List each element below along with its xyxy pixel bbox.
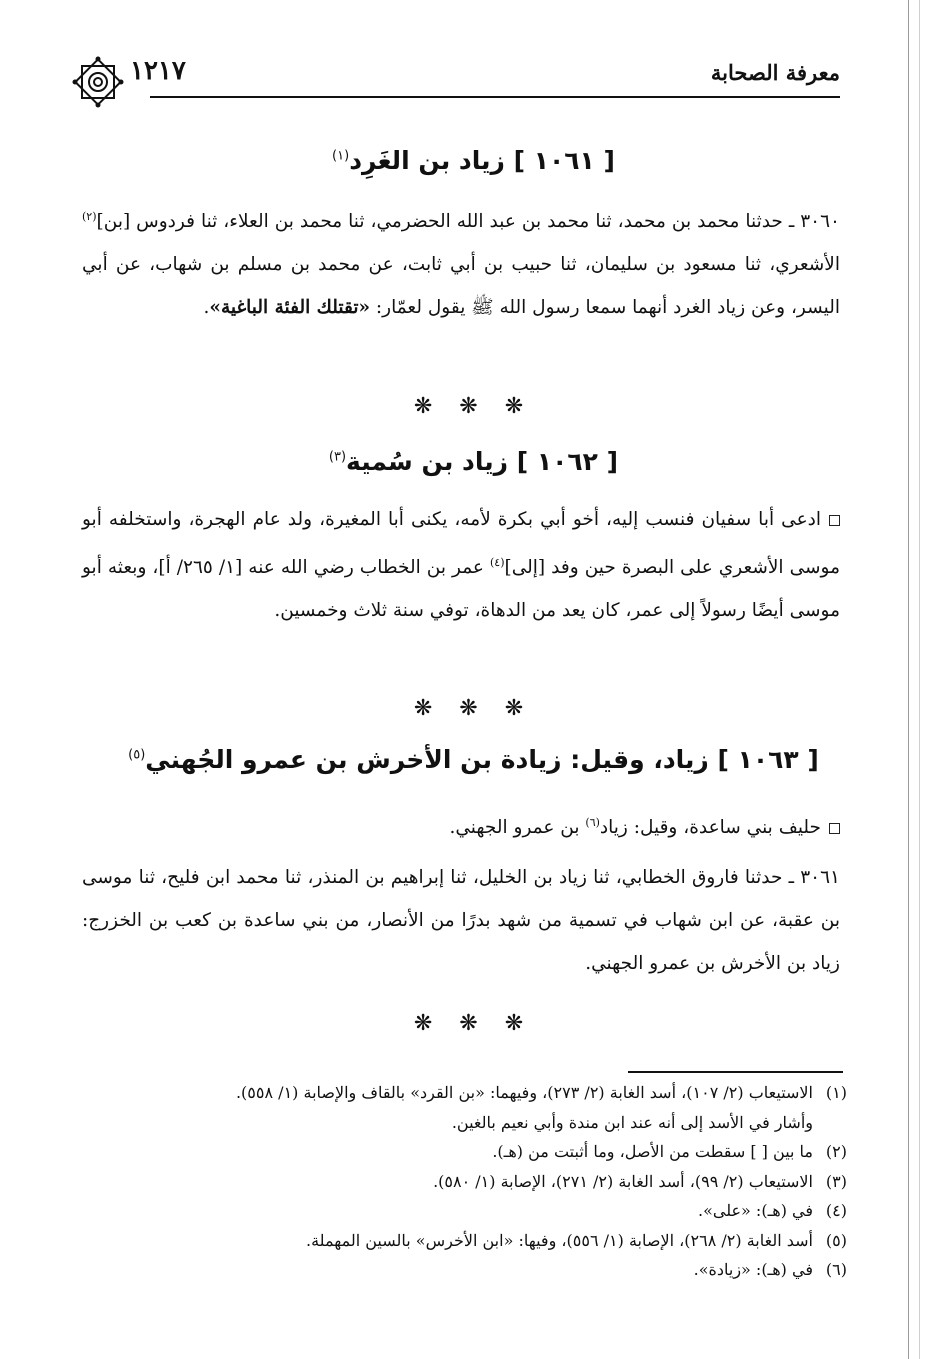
paragraph-text: بن عمرو الجهني. — [449, 817, 586, 839]
header-rule — [150, 96, 840, 98]
running-title: معرفة الصحابة — [710, 60, 840, 85]
section-separator: ❋ ❋ ❋ — [413, 1011, 534, 1036]
footnotes — [82, 1078, 847, 1285]
footnote-ref: (٤) — [490, 556, 505, 569]
entry-title-text: [ ١٠٦١ ] زياد بن الغَرِد — [349, 146, 615, 175]
footnote — [82, 1226, 847, 1256]
entry-title-text: [ ١٠٦٢ ] زياد بن سُمية — [346, 447, 619, 476]
paragraph-text: الأشعري، ثنا مسعود بن سليمان، ثنا حبيب بن أبي ثابت، عن محمد بن مسلم بن شهاب، عن أبي اليسر، وعن زياد الغرد أنهما سمعا رسول الله ﷺ يقول لعمّار: — [82, 254, 840, 319]
entry-title — [0, 146, 947, 175]
hadith-paragraph: ٣٠٦١ ـ حدثنا فاروق الخطابي، ثنا زياد بن الخليل، ثنا إبراهيم بن المنذر، ثنا محمد ابن فليح، ثنا موسى بن عقبة، عن ابن شهاب في تسمية من شهد بدرًا من الأنصار، من بني ساعدة بن كعب بن الخزرج: زياد بن الأخرش بن عمرو الجهني. — [82, 867, 840, 974]
hadith-paragraph — [82, 195, 840, 329]
footnote-continuation — [82, 1108, 847, 1138]
footnote — [82, 1255, 847, 1285]
section-separator: ❋ ❋ ❋ — [413, 394, 534, 419]
footnote-number: (٤) — [825, 1201, 847, 1220]
paragraph-text: عمر بن الخطاب رضي الله عنه [١/ ٢٦٥/ أ]، وبعثه أبو موسى أيضًا رسولاً إلى عمر، كان يعد من الدهاة، توفي سنة ثلاث وخمسين. — [82, 557, 840, 622]
footnote — [82, 1137, 847, 1167]
page-number: ١٢١٧ — [130, 56, 186, 86]
footnote-number: (١) — [825, 1083, 847, 1102]
footnote-text: ما بين [ ] سقطت من الأصل، وما أثبتت من (هـ). — [492, 1142, 813, 1161]
footnote-text: وأشار في الأسد إلى أنه عند ابن مندة وأبي نعيم بالغين. — [451, 1112, 813, 1132]
page-edge-line — [908, 0, 909, 1359]
square-bullet-icon — [829, 823, 840, 834]
footnote-number: (٥) — [825, 1230, 847, 1250]
footnote-text: في (هـ): «على». — [698, 1201, 813, 1220]
paragraph-text: ٣٠٦٠ ـ حدثنا محمد بن محمد، ثنا محمد بن عبد الله الحضرمي، ثنا محمد بن العلاء، ثنا فردوس [بن] — [96, 211, 840, 233]
star-ornament-icon — [70, 54, 126, 110]
footnote-ref: (١) — [332, 148, 350, 164]
paragraph-text: ادعى أبا سفيان فنسب إليه، أخو أبي بكرة لأمه، يكنى أبا المغيرة، ولد عام الهجرة، واستخلفه أبو موسى الأشعري على البصرة حين وفد [إلى] — [82, 509, 840, 579]
entry-title — [0, 745, 947, 774]
footnote-number: (٢) — [825, 1142, 847, 1161]
section-separator: ❋ ❋ ❋ — [413, 696, 534, 721]
footnote-rule — [628, 1071, 843, 1073]
footnote-text: أسد الغابة (٢/ ٢٦٨)، الإصابة (١/ ٥٥٦)، وفيها: «ابن الأخرس» بالسين المهملة. — [305, 1230, 813, 1250]
footnote-text: الاستيعاب (٢/ ٩٩)، أسد الغابة (٢/ ٢٧١)، الإصابة (١/ ٥٨٠). — [433, 1171, 813, 1191]
footnote — [82, 1078, 847, 1108]
footnote-text: الاستيعاب (٢/ ١٠٧)، أسد الغابة (٢/ ٢٧٣)، وفيهما: «بن القرد» بالقاف والإصابة (١/ ٥٥٨). — [235, 1083, 813, 1102]
footnote — [82, 1167, 847, 1197]
paragraph-text: حليف بني ساعدة، وقيل: زياد — [599, 817, 821, 839]
entry-title — [0, 447, 947, 476]
footnote-number: (٣) — [825, 1171, 847, 1191]
quoted-hadith: «تقتلك الفئة الباغية» — [209, 297, 371, 319]
footnote-ref: (٦) — [585, 816, 600, 829]
footnote — [82, 1196, 847, 1226]
page-header — [70, 58, 840, 128]
footnote-text: في (هـ): «زيادة». — [693, 1260, 813, 1279]
footnote-ref: (٥) — [128, 747, 146, 763]
page-edge-line — [919, 0, 920, 1359]
footnote-ref: (٢) — [82, 210, 97, 223]
biography-paragraph — [82, 801, 840, 849]
footnote-number: (٦) — [825, 1260, 847, 1279]
entry-title-text: [ ١٠٦٣ ] زياد، وقيل: زيادة بن الأخرش بن عمرو الجُهني — [145, 745, 819, 774]
biography-paragraph — [82, 498, 840, 632]
square-bullet-icon — [829, 515, 840, 526]
footnote-ref: (٣) — [328, 449, 347, 465]
paragraph-text: . — [203, 297, 210, 319]
